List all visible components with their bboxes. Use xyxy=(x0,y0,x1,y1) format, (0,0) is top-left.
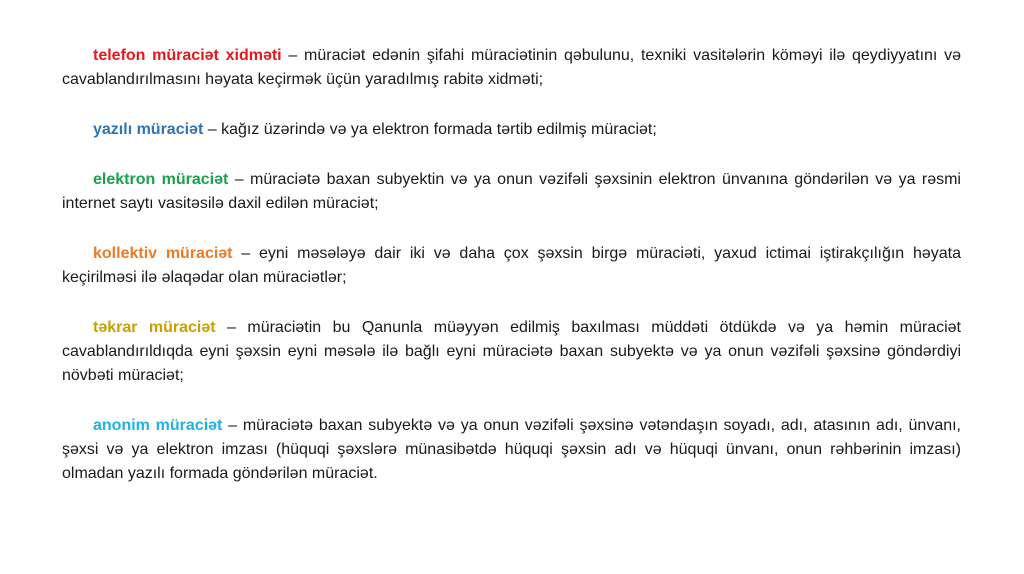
term-anonim: anonim müraciət xyxy=(93,417,223,434)
definition-tekrar xyxy=(62,316,961,388)
definition-text-telefon: – müraciət edənin şifahi müraciətinin qəbulunu, texniki vasitələrin köməyi ilə qeydiyyatını və cavablandırılmasını həyata keçirmək üçün yaradılmış rabitə xidməti; xyxy=(62,47,962,88)
definition-kollektiv xyxy=(62,242,961,290)
definition-yazili xyxy=(62,118,961,142)
definition-text-anonim: – müraciətə baxan subyektə və ya onun vəzifəli şəxsinə vətəndaşın soyadı, adı, atasının adı, ünvanı, şəxsi və ya elektron imzası (hüquqi şəxslərə münasibətdə hüquqi şəxsin adı və hüquqi ünvanı, onun rəhbərinin imzası) olmadan yazılı formada göndərilən müraciət. xyxy=(62,417,962,482)
definition-text-kollektiv: – eyni məsələyə dair iki və daha çox şəxsin birgə müraciəti, yaxud ictimai iştirakçılığın həyata keçirilməsi ilə əlaqədar olan müraciətlər; xyxy=(62,245,962,286)
term-elektron: elektron müraciət xyxy=(93,171,229,188)
term-yazili: yazılı müraciət xyxy=(93,121,204,138)
term-telefon: telefon müraciət xidməti xyxy=(93,47,282,64)
definitions-slide xyxy=(62,44,961,512)
definition-text-elektron: – müraciətə baxan subyektin və ya onun vəzifəli şəxsinin elektron ünvanına göndərilən və ya rəsmi internet saytı vasitəsilə daxil edilən müraciət; xyxy=(62,171,961,212)
definition-telefon xyxy=(62,44,961,92)
definition-text-tekrar: – müraciətin bu Qanunla müəyyən edilmiş baxılması müddəti ötdükdə və ya həmin müraciət cavablandırıldıqda eyni şəxsin eyni məsələ ilə bağlı eyni müraciətə baxan subyektə və ya onun vəzifəli şəxsinə göndərdiyi növbəti müraciət; xyxy=(62,319,961,384)
term-tekrar: təkrar müraciət xyxy=(93,319,216,336)
definition-text-yazili: – kağız üzərində və ya elektron formada tərtib edilmiş müraciət; xyxy=(203,121,657,138)
definition-elektron xyxy=(62,168,961,216)
definition-anonim xyxy=(62,414,961,486)
term-kollektiv: kollektiv müraciət xyxy=(93,245,233,262)
